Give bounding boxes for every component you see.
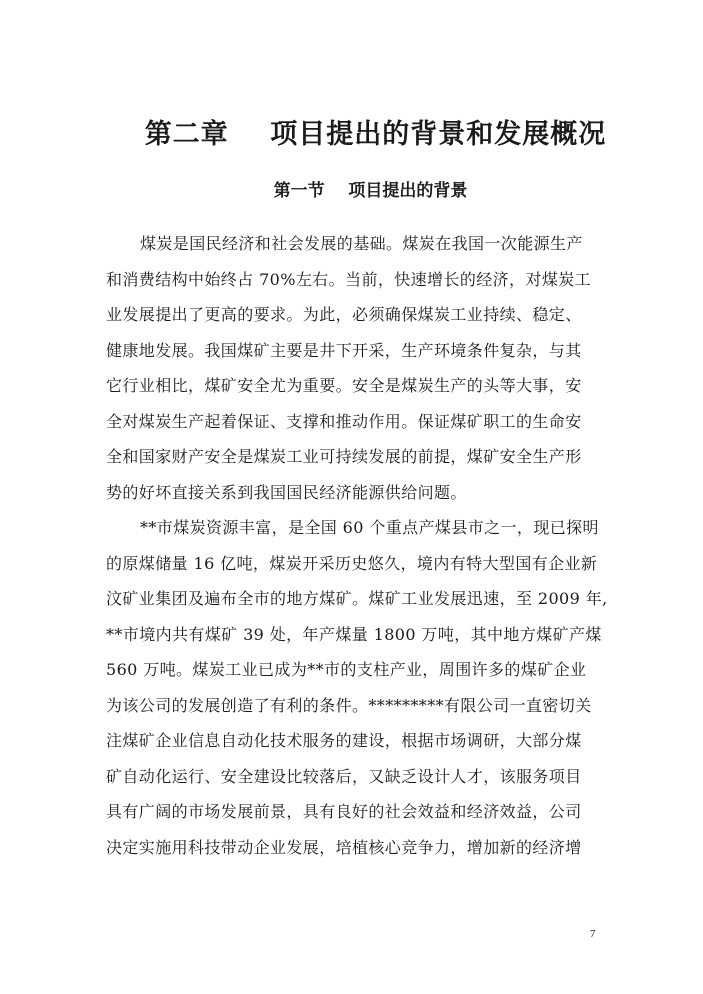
section-title: 第一节 项目提出的背景 xyxy=(273,181,468,201)
text-line: 业发展提出了更高的要求。为此，必须确保煤炭工业持续、稳定、 xyxy=(106,305,582,324)
text-line: 560 万吨。煤炭工业已成为**市的支柱产业，周围许多的煤矿企业 xyxy=(106,660,587,679)
text-line: 注煤矿企业信息自动化技术服务的建设，根据市场调研，大部分煤 xyxy=(106,731,582,750)
paragraph-1 xyxy=(106,226,611,510)
text-line: 汶矿业集团及遍布全市的地方煤矿。煤矿工业发展迅速，至 2009 年, xyxy=(106,589,608,608)
text-line: 决定实施用科技带动企业发展，培植核心竞争力，增加新的经济增 xyxy=(106,837,582,857)
text-line: 的原煤储量 16 亿吨，煤炭开采历史悠久，境内有特大型国有企业新 xyxy=(106,553,598,573)
text-line: 健康地发展。我国煤矿主要是井下开采，生产环境条件复杂，与其 xyxy=(106,340,582,360)
text-line: 势的好坏直接关系到我国国民经济能源供给问题。 xyxy=(106,482,467,502)
chapter-title: 第二章 项目提出的背景和发展概况 xyxy=(144,119,607,150)
text-line: 煤炭是国民经济和社会发展的基础。煤炭在我国一次能源生产 xyxy=(140,234,583,253)
text-line: **市煤炭资源丰富，是全国 60 个重点产煤县市之一，现已探明 xyxy=(140,518,599,537)
paragraph-2 xyxy=(106,510,611,865)
body-text xyxy=(106,226,611,865)
text-line: **市境内共有煤矿 39 处，年产煤量 1800 万吨，其中地方煤矿产煤 xyxy=(106,624,602,644)
text-line: 全和国家财产安全是煤炭工业可持续发展的前提，煤矿安全生产形 xyxy=(106,447,582,466)
text-line: 矿自动化运行、安全建设比较落后，又缺乏设计人才，该服务项目 xyxy=(106,766,582,786)
text-line: 它行业相比，煤矿安全尤为重要。安全是煤炭生产的头等大事，安 xyxy=(106,376,582,395)
text-line: 全对煤炭生产起着保证、支撑和推动作用。保证煤矿职工的生命安 xyxy=(106,411,582,431)
text-line: 和消费结构中始终占 70%左右。当前，快速增长的经济，对煤炭工 xyxy=(106,269,592,289)
page-number: 7 xyxy=(590,928,596,940)
text-line: 为该公司的发展创造了有利的条件。*********有限公司一直密切关 xyxy=(106,695,592,715)
text-line: 具有广阔的市场发展前景，具有良好的社会效益和经济效益，公司 xyxy=(106,802,582,821)
